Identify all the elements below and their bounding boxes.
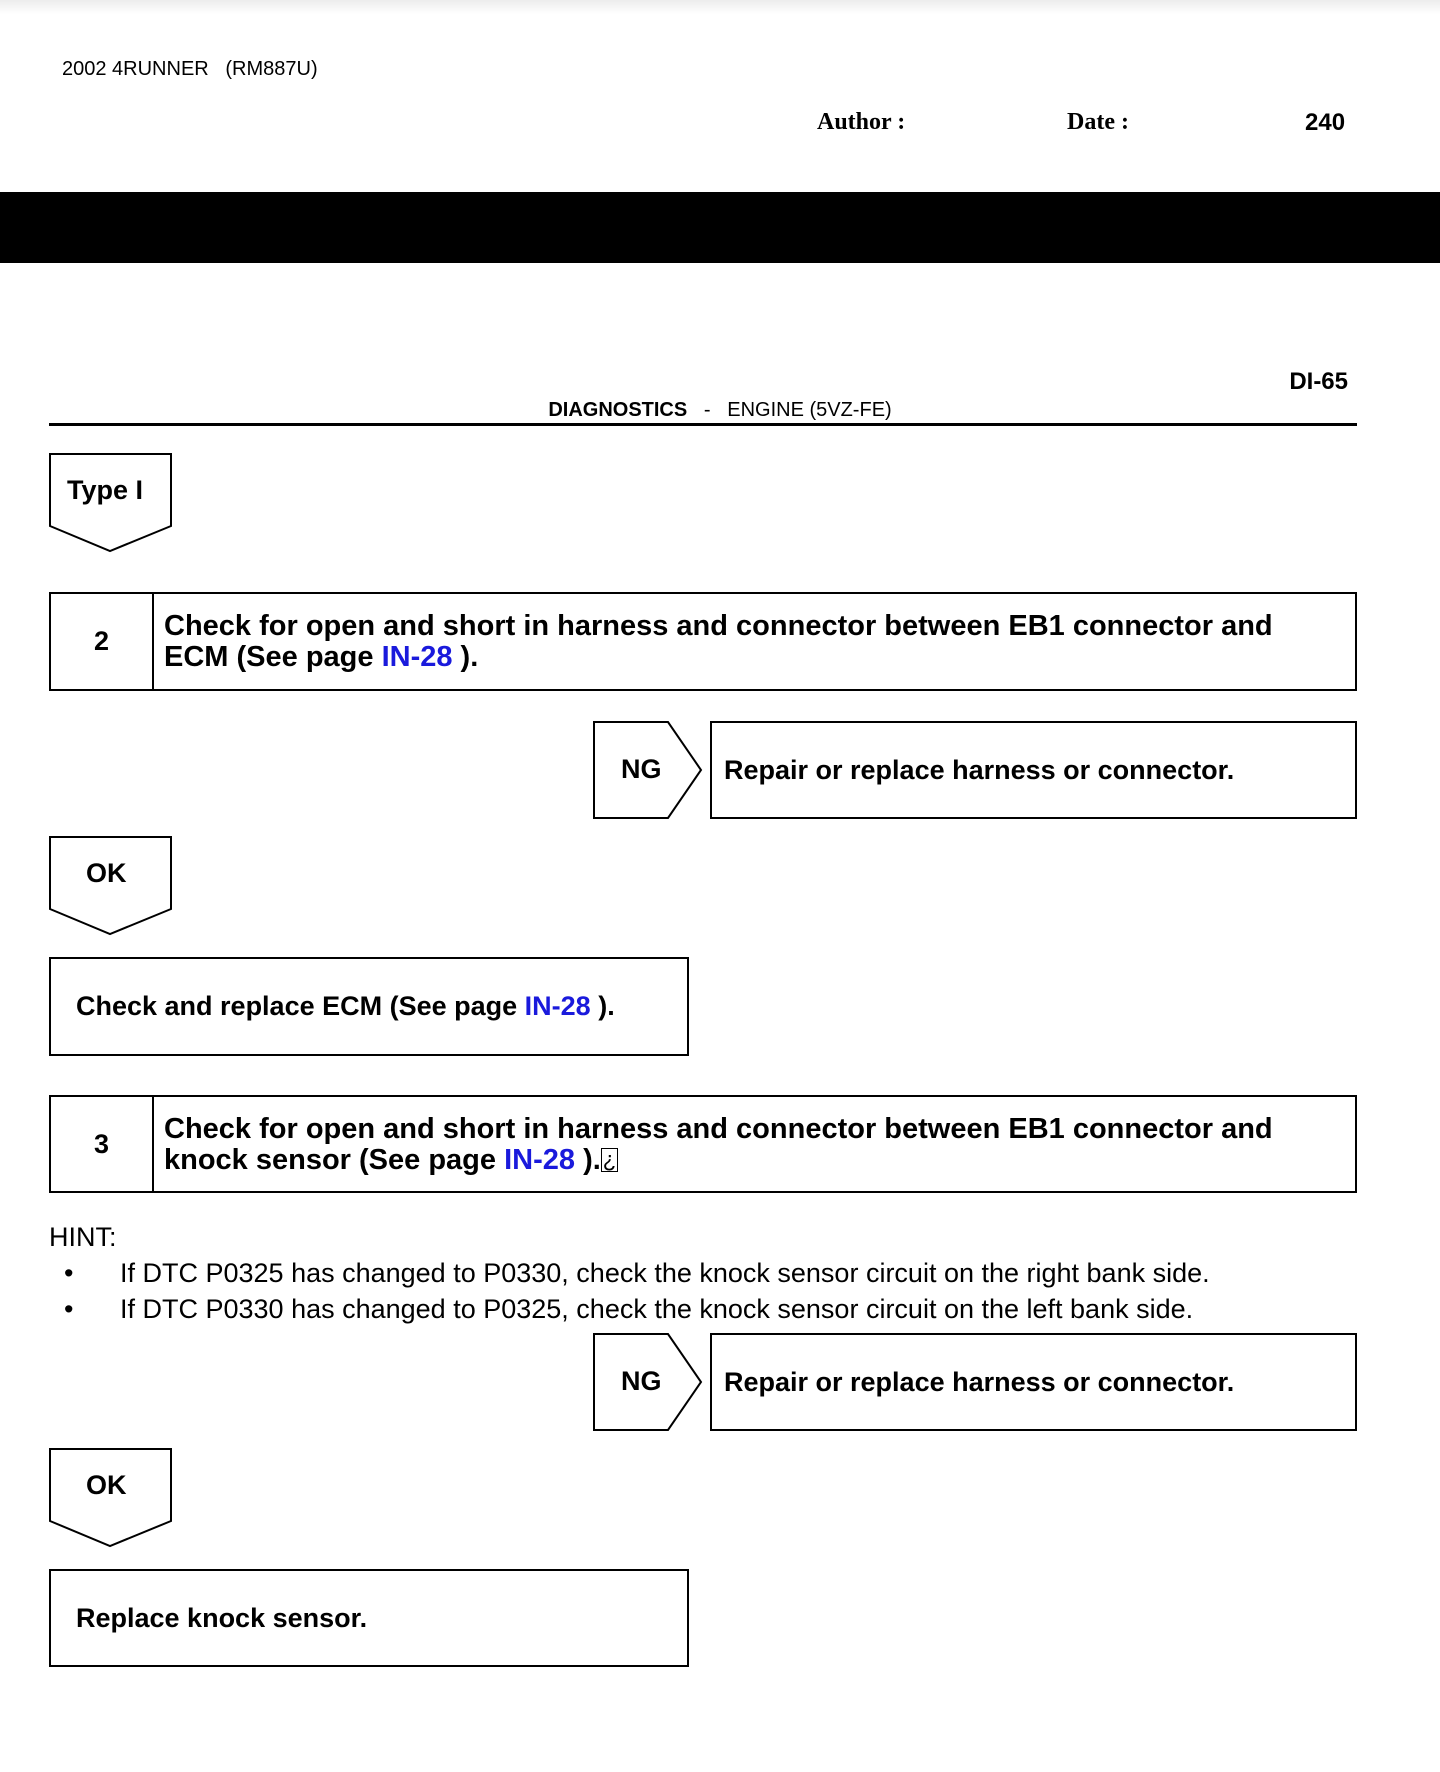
step-2-box [49,592,1357,691]
step-number: 3 [51,1097,154,1191]
ng-tag [593,1333,703,1431]
viewer-top-shadow [0,0,1440,14]
action-box-replace-ecm [49,957,689,1056]
hint-item-text: If DTC P0325 has changed to P0330, check the knock sensor circuit on the right bank side. [120,1258,1210,1288]
ng-result-box [710,1333,1357,1431]
section-title [0,399,1440,422]
action-text [76,991,615,1022]
step-text-end: ). [452,641,479,673]
bullet-icon: • [64,1258,74,1288]
ng-result-text: Repair or replace harness or connector. [724,754,1235,785]
hint-title: HINT: [49,1222,117,1252]
author-label: Author : [817,109,906,135]
ng-label: NG [621,754,662,784]
section-separator: - [703,399,711,421]
action-text-main: Check and replace ECM (See page [76,991,525,1021]
hint-item-text: If DTC P0330 has changed to P0325, check the knock sensor circuit on the left bank side. [120,1294,1194,1324]
type-tag [49,453,172,553]
ng-result-box [710,721,1357,819]
type-tag-label: Type I [67,475,144,505]
step-text-main: Check for open and short in harness and connector between EB1 connector and knock sensor (See page [164,1113,1273,1176]
unknown-glyph: ¿ [602,1147,617,1172]
step-number: 2 [51,594,154,689]
step-text [164,611,1341,673]
page-number: 240 [1305,109,1346,136]
page-code: DI-65 [1289,368,1348,395]
section-rule [49,423,1357,426]
ng-label: NG [621,1366,662,1396]
date-label: Date : [1067,109,1129,135]
action-text-end: ). [590,991,615,1021]
ng-tag [593,721,703,819]
step-text-main: Check for open and short in harness and connector between EB1 connector and ECM (See page [164,610,1273,673]
ok-label: OK [86,1470,127,1500]
ok-tag [49,836,172,936]
step-3-box [49,1095,1357,1193]
ok-label: OK [86,858,127,888]
step-text-end: ). [575,1144,601,1176]
bullet-icon: • [64,1294,74,1324]
ok-tag [49,1448,172,1548]
action-box-replace-knock-sensor [49,1569,689,1667]
section-main: DIAGNOSTICS [548,399,688,421]
document-model-header: 2002 4RUNNER (RM887U) [62,58,318,80]
section-sub: ENGINE (5VZ-FE) [727,399,892,421]
page-link[interactable]: IN-28 [524,991,591,1021]
page-link[interactable]: IN-28 [381,641,453,673]
header-black-bar [0,192,1440,263]
page-link[interactable]: IN-28 [504,1144,576,1176]
step-text [164,1114,1341,1176]
action-text: Replace knock sensor. [76,1602,368,1633]
ng-result-text: Repair or replace harness or connector. [724,1366,1235,1397]
